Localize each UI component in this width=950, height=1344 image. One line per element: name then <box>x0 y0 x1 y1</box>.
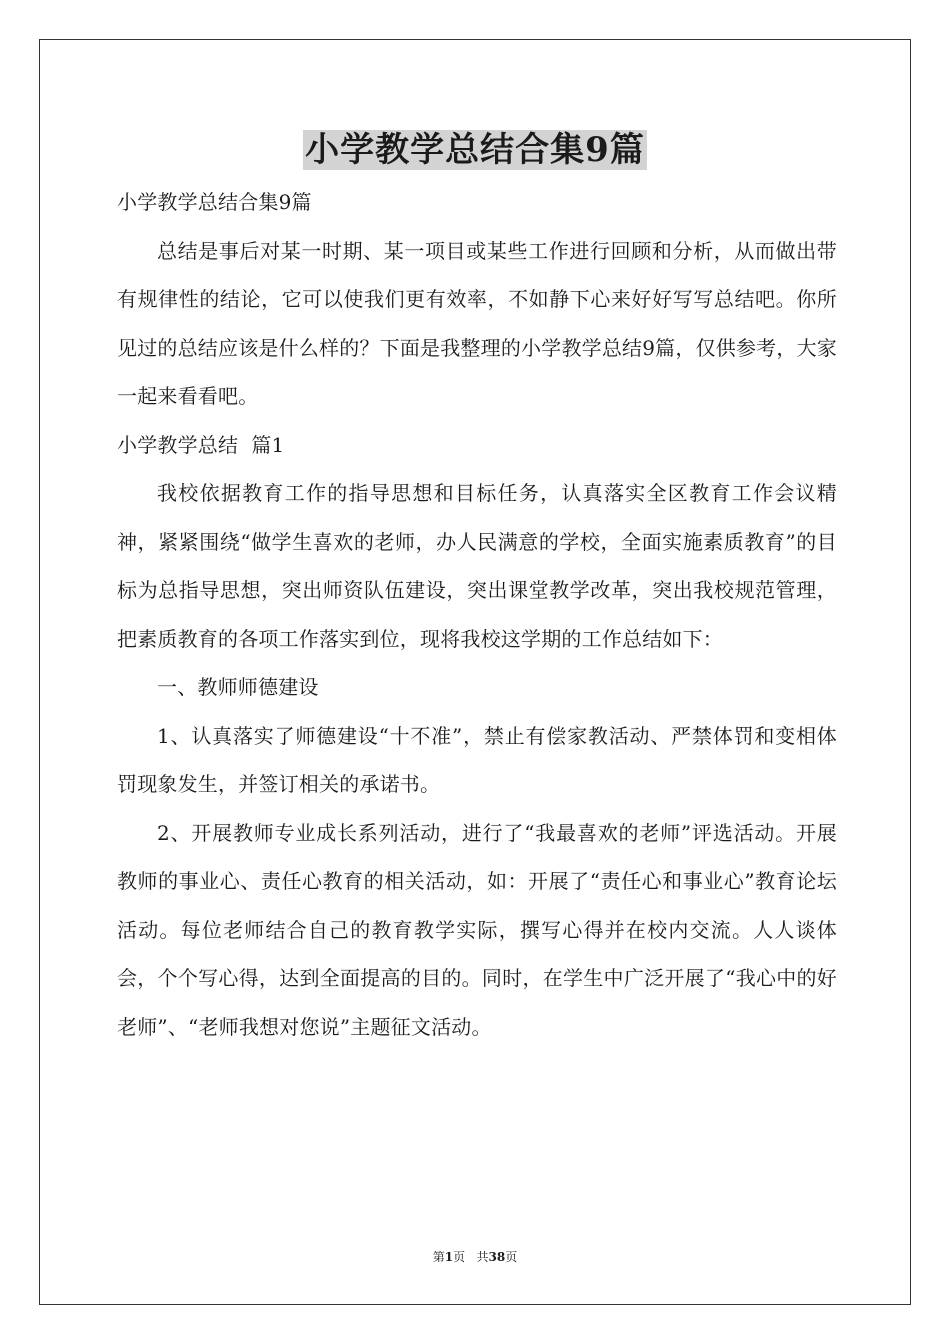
document-title <box>0 128 950 172</box>
document-title-text: 小学教学总结合集9篇 <box>305 130 645 170</box>
footer-page-mid: 页 共 <box>453 1250 489 1264</box>
footer-page-prefix: 第 <box>432 1250 445 1264</box>
body-paragraph: 2、开展教师专业成长系列活动，进行了“我最喜欢的老师”评选活动。开展教师的事业心、责任心教育的相关活动，如：开展了“责任心和事业心”教育论坛活动。每位老师结合自己的教育教学实际，撰写心得并在校内交流。人人谈体会，个个写心得，达到全面提高的目的。同时，在学生中广泛开展了“我心中的好老师”、“老师我想对您说”主题征文活动。 <box>117 820 837 1039</box>
page-footer <box>0 1248 950 1265</box>
footer-page-total: 38 <box>488 1250 506 1264</box>
document-subtitle: 小学教学总结合集9篇 <box>117 190 312 214</box>
body-paragraph: 我校依据教育工作的指导思想和目标任务，认真落实全区教育工作会议精神，紧紧围绕“做学生喜欢的老师，办人民满意的学校，全面实施素质教育”的目标为总指导思想，突出师资队伍建设，突出课堂教学改革，突出我校规范管理，把素质教育的各项工作落实到位，现将我校这学期的工作总结如下： <box>117 481 837 651</box>
section-heading: 小学教学总结 篇1 <box>117 432 285 457</box>
body-paragraph: 1、认真落实了师德建设“十不准”，禁止有偿家教活动、严禁体罚和变相体罚现象发生，并签订相关的承诺书。 <box>117 723 837 796</box>
footer-page-current: 1 <box>444 1250 454 1264</box>
subsection-heading: 一、教师师德建设 <box>157 675 319 699</box>
footer-page-suffix: 页 <box>505 1250 518 1264</box>
intro-paragraph: 总结是事后对某一时期、某一项目或某些工作进行回顾和分析，从而做出带有规律性的结论，它可以使我们更有效率，不如静下心来好好写写总结吧。你所见过的总结应该是什么样的？下面是我整理的小学教学总结9篇，仅供参考，大家一起来看看吧。 <box>117 238 837 408</box>
document-body <box>117 178 837 1051</box>
